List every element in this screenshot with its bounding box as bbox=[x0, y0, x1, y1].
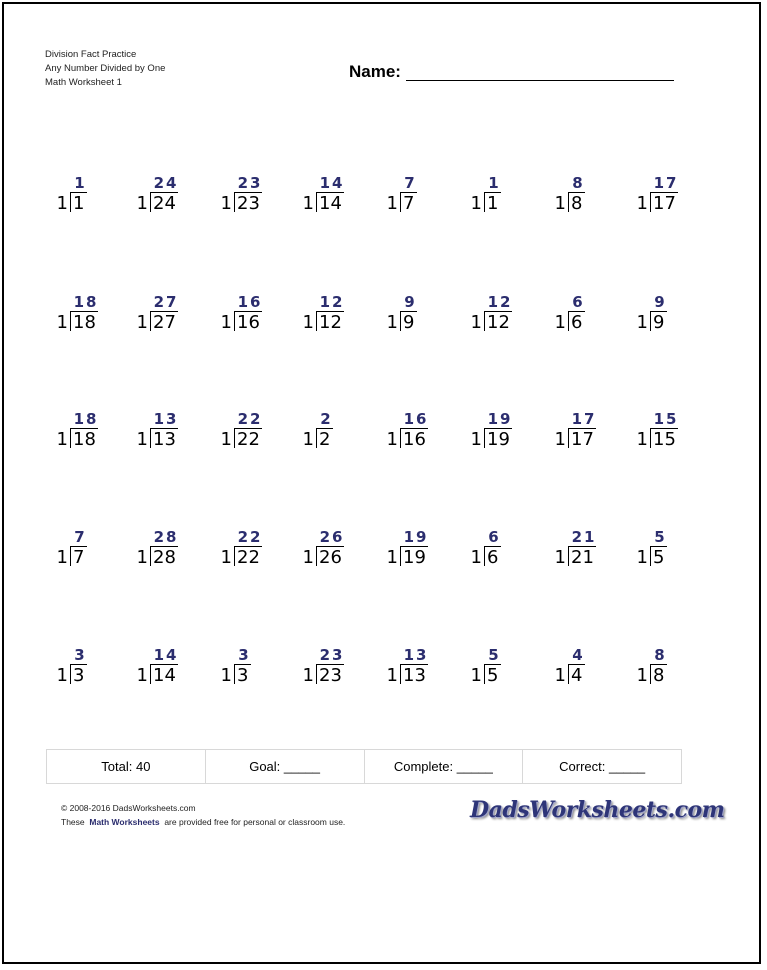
division-problem bbox=[636, 528, 706, 576]
divisor: 1 bbox=[302, 429, 314, 450]
division-problem bbox=[470, 646, 540, 694]
dividend: 18 bbox=[73, 312, 96, 333]
division-bracket bbox=[650, 192, 651, 212]
quotient-answer: 18 bbox=[73, 293, 99, 311]
division-problem bbox=[136, 293, 206, 341]
quotient-answer: 22 bbox=[237, 528, 263, 546]
dividend: 13 bbox=[153, 429, 176, 450]
division-bracket bbox=[70, 311, 71, 331]
divisor: 1 bbox=[386, 547, 398, 568]
divisor: 1 bbox=[220, 547, 232, 568]
quotient-answer: 14 bbox=[153, 646, 179, 664]
dividend: 19 bbox=[487, 429, 510, 450]
score-table bbox=[46, 749, 682, 784]
name-label: Name: bbox=[349, 62, 401, 81]
dividend: 22 bbox=[237, 547, 260, 568]
dividend: 14 bbox=[319, 193, 342, 214]
divisor: 1 bbox=[136, 547, 148, 568]
division-bracket bbox=[316, 311, 317, 331]
dividend: 8 bbox=[571, 193, 583, 214]
division-problem bbox=[220, 293, 290, 341]
dividend: 12 bbox=[487, 312, 510, 333]
quotient-answer: 12 bbox=[487, 293, 513, 311]
division-bracket bbox=[484, 311, 485, 331]
division-problem bbox=[470, 410, 540, 458]
division-bracket bbox=[234, 311, 235, 331]
dividend: 6 bbox=[487, 547, 499, 568]
division-problem bbox=[470, 528, 540, 576]
division-bracket bbox=[70, 428, 71, 448]
division-bracket bbox=[316, 192, 317, 212]
quotient-answer: 23 bbox=[237, 174, 263, 192]
division-bracket bbox=[150, 311, 151, 331]
footer-note-prefix: These bbox=[61, 817, 85, 827]
quotient-answer: 26 bbox=[319, 528, 345, 546]
division-problem bbox=[302, 174, 372, 222]
divisor: 1 bbox=[554, 665, 566, 686]
division-bracket bbox=[400, 546, 401, 566]
divisor: 1 bbox=[470, 193, 482, 214]
division-problem bbox=[386, 528, 456, 576]
division-problem bbox=[302, 528, 372, 576]
quotient-answer: 7 bbox=[404, 174, 417, 192]
dividend: 4 bbox=[571, 665, 583, 686]
quotient-answer: 21 bbox=[571, 528, 597, 546]
division-bracket bbox=[234, 664, 235, 684]
dividend: 18 bbox=[73, 429, 96, 450]
dividend: 2 bbox=[319, 429, 331, 450]
quotient-answer: 23 bbox=[319, 646, 345, 664]
dividend: 6 bbox=[571, 312, 583, 333]
divisor: 1 bbox=[386, 665, 398, 686]
division-bracket bbox=[400, 428, 401, 448]
dividend: 17 bbox=[571, 429, 594, 450]
dividend: 7 bbox=[403, 193, 415, 214]
dividend: 26 bbox=[319, 547, 342, 568]
quotient-answer: 15 bbox=[653, 410, 679, 428]
divisor: 1 bbox=[470, 665, 482, 686]
quotient-answer: 13 bbox=[153, 410, 179, 428]
divisor: 1 bbox=[470, 547, 482, 568]
quotient-answer: 9 bbox=[654, 293, 667, 311]
division-bracket bbox=[650, 428, 651, 448]
division-bracket bbox=[400, 192, 401, 212]
divisor: 1 bbox=[636, 665, 648, 686]
dividend: 9 bbox=[403, 312, 415, 333]
quotient-answer: 8 bbox=[572, 174, 585, 192]
division-problem bbox=[636, 293, 706, 341]
division-bracket bbox=[650, 311, 651, 331]
quotient-answer: 27 bbox=[153, 293, 179, 311]
worksheet-number: Math Worksheet 1 bbox=[45, 77, 122, 88]
quotient-answer: 5 bbox=[488, 646, 501, 664]
divisor: 1 bbox=[56, 312, 68, 333]
division-bracket bbox=[234, 546, 235, 566]
divisor: 1 bbox=[136, 312, 148, 333]
divisor: 1 bbox=[136, 193, 148, 214]
dividend: 22 bbox=[237, 429, 260, 450]
division-bracket bbox=[568, 428, 569, 448]
dividend: 1 bbox=[487, 193, 499, 214]
divisor: 1 bbox=[636, 429, 648, 450]
division-bracket bbox=[316, 664, 317, 684]
division-problem bbox=[386, 410, 456, 458]
quotient-answer: 16 bbox=[403, 410, 429, 428]
division-problem bbox=[470, 174, 540, 222]
division-problem bbox=[554, 174, 624, 222]
division-bracket bbox=[568, 192, 569, 212]
divisor: 1 bbox=[386, 429, 398, 450]
dividend: 23 bbox=[319, 665, 342, 686]
division-problem bbox=[136, 646, 206, 694]
quotient-answer: 3 bbox=[74, 646, 87, 664]
complete-field: Complete: _____ bbox=[365, 750, 524, 783]
quotient-answer: 14 bbox=[319, 174, 345, 192]
quotient-answer: 18 bbox=[73, 410, 99, 428]
divisor: 1 bbox=[302, 665, 314, 686]
divisor: 1 bbox=[386, 312, 398, 333]
division-bracket bbox=[650, 546, 651, 566]
division-bracket bbox=[568, 546, 569, 566]
divisor: 1 bbox=[220, 429, 232, 450]
division-bracket bbox=[484, 546, 485, 566]
dividend: 9 bbox=[653, 312, 665, 333]
division-problem bbox=[386, 174, 456, 222]
division-problem bbox=[56, 174, 126, 222]
math-worksheets-link[interactable]: Math Worksheets bbox=[89, 817, 160, 827]
divisor: 1 bbox=[302, 312, 314, 333]
divisor: 1 bbox=[56, 429, 68, 450]
dividend: 27 bbox=[153, 312, 176, 333]
dividend: 23 bbox=[237, 193, 260, 214]
division-problem bbox=[220, 174, 290, 222]
correct-field: Correct: _____ bbox=[559, 759, 646, 774]
footer-note bbox=[61, 817, 345, 827]
division-bracket bbox=[484, 664, 485, 684]
division-problem bbox=[636, 174, 706, 222]
divisor: 1 bbox=[136, 665, 148, 686]
division-problem bbox=[136, 410, 206, 458]
dadsworksheets-logo: DadsWorksheets.com bbox=[470, 797, 725, 823]
division-problem bbox=[554, 646, 624, 694]
divisor: 1 bbox=[56, 193, 68, 214]
division-bracket bbox=[150, 192, 151, 212]
divisor: 1 bbox=[56, 665, 68, 686]
quotient-answer: 1 bbox=[74, 174, 87, 192]
dividend: 1 bbox=[73, 193, 85, 214]
divisor: 1 bbox=[136, 429, 148, 450]
divisor: 1 bbox=[636, 193, 648, 214]
division-bracket bbox=[150, 546, 151, 566]
division-problem bbox=[554, 410, 624, 458]
dividend: 14 bbox=[153, 665, 176, 686]
total-count: Total: 40 bbox=[47, 750, 206, 783]
division-bracket bbox=[484, 192, 485, 212]
quotient-answer: 6 bbox=[488, 528, 501, 546]
division-bracket bbox=[150, 428, 151, 448]
division-bracket bbox=[400, 664, 401, 684]
quotient-answer: 17 bbox=[653, 174, 679, 192]
footer-note-suffix: are provided free for personal or classroom use. bbox=[164, 817, 346, 827]
dividend: 17 bbox=[653, 193, 676, 214]
goal-field: Goal: _____ bbox=[206, 750, 365, 783]
dividend: 16 bbox=[403, 429, 426, 450]
quotient-answer: 9 bbox=[404, 293, 417, 311]
division-bracket bbox=[568, 664, 569, 684]
division-problem bbox=[56, 293, 126, 341]
quotient-answer: 16 bbox=[237, 293, 263, 311]
quotient-answer: 6 bbox=[572, 293, 585, 311]
division-problem bbox=[636, 646, 706, 694]
division-problem bbox=[636, 410, 706, 458]
quotient-answer: 7 bbox=[74, 528, 87, 546]
division-problem bbox=[220, 646, 290, 694]
dividend: 19 bbox=[403, 547, 426, 568]
division-bracket bbox=[234, 428, 235, 448]
division-bracket bbox=[316, 546, 317, 566]
dividend: 12 bbox=[319, 312, 342, 333]
dividend: 21 bbox=[571, 547, 594, 568]
dividend: 24 bbox=[153, 193, 176, 214]
quotient-answer: 24 bbox=[153, 174, 179, 192]
dividend: 8 bbox=[653, 665, 665, 686]
quotient-answer: 13 bbox=[403, 646, 429, 664]
divisor: 1 bbox=[636, 312, 648, 333]
dividend: 28 bbox=[153, 547, 176, 568]
division-problem bbox=[302, 646, 372, 694]
dividend: 3 bbox=[73, 665, 85, 686]
division-problem bbox=[220, 528, 290, 576]
divisor: 1 bbox=[554, 312, 566, 333]
division-problem bbox=[554, 528, 624, 576]
worksheet-title: Division Fact Practice bbox=[45, 49, 137, 60]
dividend: 15 bbox=[653, 429, 676, 450]
worksheet-subtitle: Any Number Divided by One bbox=[45, 63, 166, 74]
quotient-answer: 3 bbox=[238, 646, 251, 664]
division-problem bbox=[56, 646, 126, 694]
divisor: 1 bbox=[636, 547, 648, 568]
division-problem bbox=[554, 293, 624, 341]
quotient-answer: 19 bbox=[487, 410, 513, 428]
quotient-answer: 17 bbox=[571, 410, 597, 428]
dividend: 13 bbox=[403, 665, 426, 686]
division-problem bbox=[302, 410, 372, 458]
division-problem bbox=[136, 174, 206, 222]
division-bracket bbox=[70, 192, 71, 212]
divisor: 1 bbox=[220, 193, 232, 214]
divisor: 1 bbox=[554, 547, 566, 568]
quotient-answer: 8 bbox=[654, 646, 667, 664]
division-bracket bbox=[650, 664, 651, 684]
quotient-answer: 1 bbox=[488, 174, 501, 192]
division-bracket bbox=[316, 428, 317, 448]
divisor: 1 bbox=[302, 547, 314, 568]
divisor: 1 bbox=[56, 547, 68, 568]
worksheet-page bbox=[2, 2, 761, 964]
quotient-answer: 28 bbox=[153, 528, 179, 546]
division-bracket bbox=[234, 192, 235, 212]
division-problem bbox=[220, 410, 290, 458]
dividend: 5 bbox=[487, 665, 499, 686]
divisor: 1 bbox=[470, 312, 482, 333]
divisor: 1 bbox=[220, 312, 232, 333]
division-problem bbox=[302, 293, 372, 341]
quotient-answer: 22 bbox=[237, 410, 263, 428]
division-bracket bbox=[484, 428, 485, 448]
division-problem bbox=[136, 528, 206, 576]
divisor: 1 bbox=[470, 429, 482, 450]
dividend: 16 bbox=[237, 312, 260, 333]
division-problem bbox=[56, 528, 126, 576]
divisor: 1 bbox=[220, 665, 232, 686]
division-problem bbox=[386, 293, 456, 341]
divisor: 1 bbox=[302, 193, 314, 214]
dividend: 7 bbox=[73, 547, 85, 568]
division-problem bbox=[470, 293, 540, 341]
divisor: 1 bbox=[554, 193, 566, 214]
divisor: 1 bbox=[554, 429, 566, 450]
quotient-answer: 12 bbox=[319, 293, 345, 311]
division-bracket bbox=[70, 546, 71, 566]
division-bracket bbox=[568, 311, 569, 331]
dividend: 3 bbox=[237, 665, 249, 686]
divisor: 1 bbox=[386, 193, 398, 214]
quotient-answer: 2 bbox=[320, 410, 333, 428]
division-bracket bbox=[400, 311, 401, 331]
quotient-answer: 4 bbox=[572, 646, 585, 664]
name-field-line[interactable] bbox=[406, 80, 674, 81]
copyright-text: © 2008-2016 DadsWorksheets.com bbox=[61, 803, 196, 813]
division-bracket bbox=[150, 664, 151, 684]
quotient-answer: 19 bbox=[403, 528, 429, 546]
division-problem bbox=[386, 646, 456, 694]
division-bracket bbox=[70, 664, 71, 684]
dividend: 5 bbox=[653, 547, 665, 568]
quotient-answer: 5 bbox=[654, 528, 667, 546]
division-problem bbox=[56, 410, 126, 458]
